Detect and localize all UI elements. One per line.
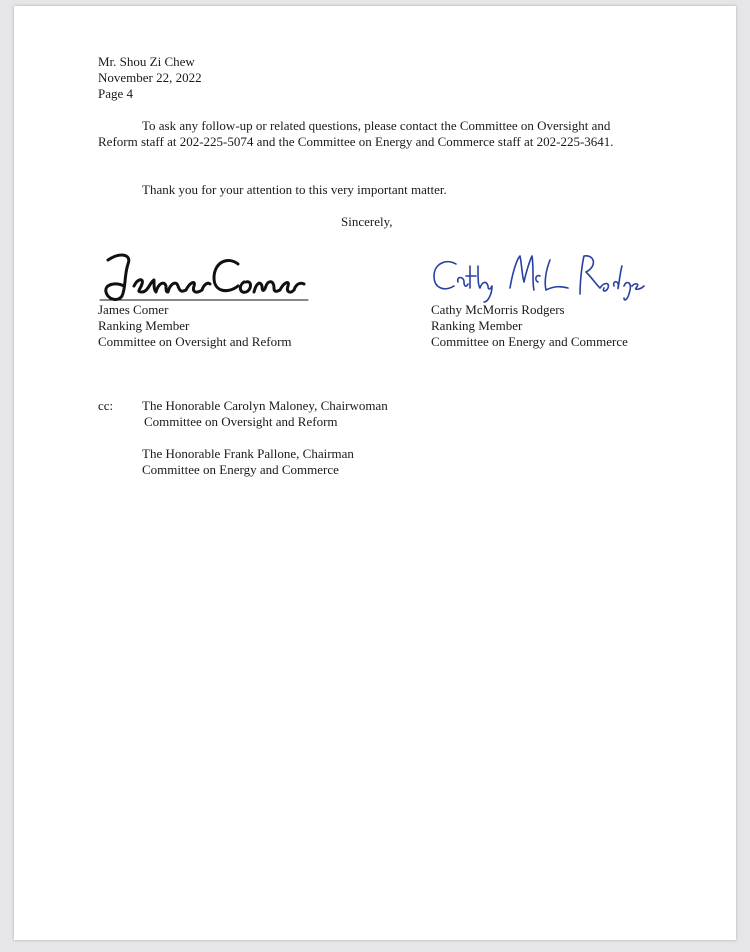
signature-comer — [98, 242, 308, 304]
closing-salutation: Sincerely, — [341, 214, 393, 229]
signature-rodgers — [428, 242, 648, 304]
signatory-title-rodgers: Ranking Member — [431, 318, 523, 333]
cc-label: cc: — [98, 398, 114, 413]
signatory-committee-rodgers: Committee on Energy and Commerce — [431, 334, 628, 349]
signatory-title-comer: Ranking Member — [98, 318, 190, 333]
page-number: Page 4 — [98, 86, 134, 101]
letter-page — [14, 6, 736, 940]
letter-date: November 22, 2022 — [98, 70, 202, 85]
cc-committee-pallone: Committee on Energy and Commerce — [142, 462, 339, 477]
body-paragraph-contact: To ask any follow-up or related questions, please contact the Committee on Oversight and Reform staff at 202-225-5074 and the Committee on Energy and Commerce staff at 202-225-3641. — [98, 118, 614, 149]
body-paragraph-thanks: Thank you for your attention to this very important matter. — [142, 182, 447, 197]
cc-recipient-pallone: The Honorable Frank Pallone, Chairman — [142, 446, 354, 461]
signatory-name-comer: James Comer — [98, 302, 169, 317]
cc-committee-maloney: Committee on Oversight and Reform — [144, 414, 338, 429]
recipient-name: Mr. Shou Zi Chew — [98, 54, 195, 69]
signatory-committee-comer: Committee on Oversight and Reform — [98, 334, 292, 349]
cc-recipient-maloney: The Honorable Carolyn Maloney, Chairwoman — [142, 398, 388, 413]
signatory-name-rodgers: Cathy McMorris Rodgers — [431, 302, 565, 317]
